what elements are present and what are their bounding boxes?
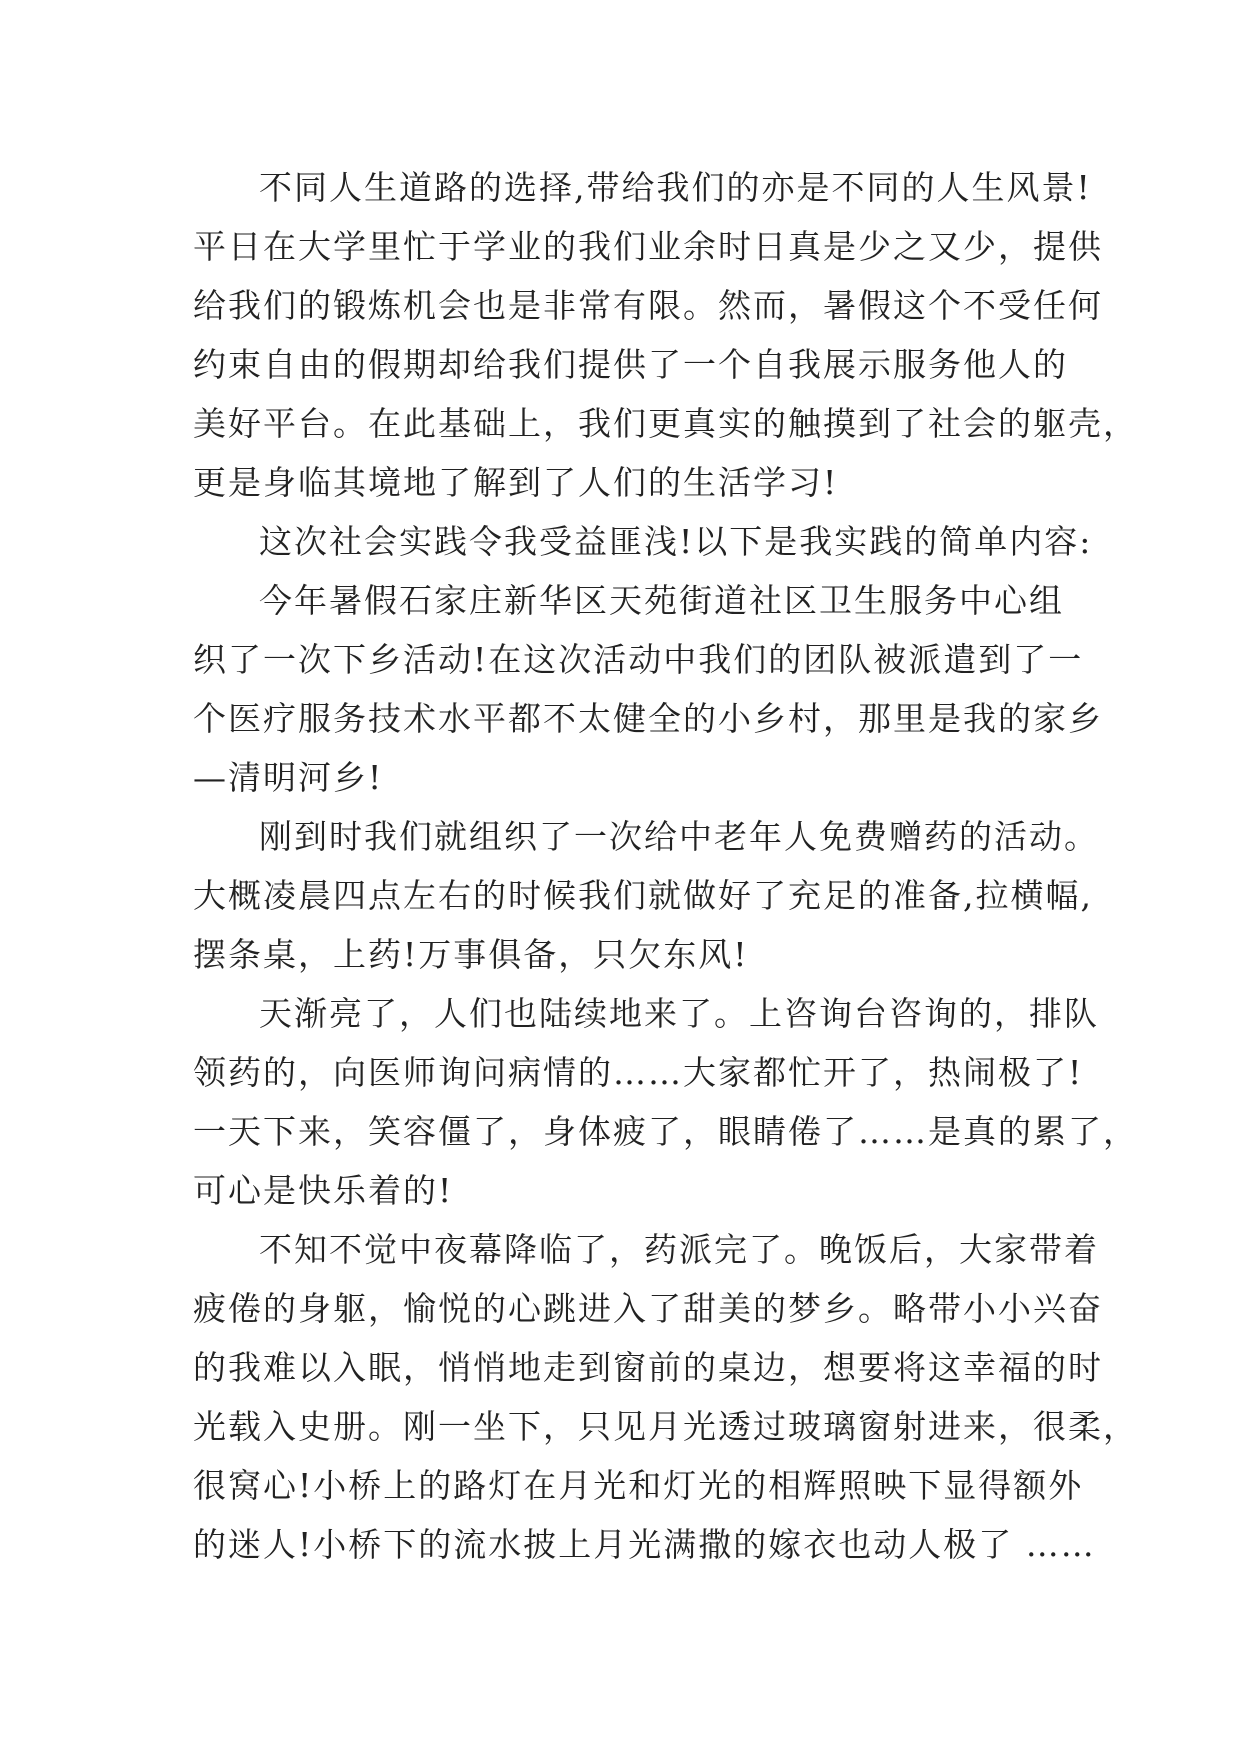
text-line: —清明河乡! [193,758,384,797]
text-line: 疲倦的身躯，愉悦的心跳进入了甜美的梦乡。略带小小兴奋 [193,1289,1103,1328]
text-line: 个医疗服务技术水平都不太健全的小乡村，那里是我的家乡 [193,699,1103,738]
text-line: 刚到时我们就组织了一次给中老年人免费赠药的活动。 [259,817,1099,856]
text-line: 领药的，向医师询问病情的……大家都忙开了，热闹极了! [193,1053,1084,1092]
text-line: 的我难以入眠，悄悄地走到窗前的桌边，想要将这幸福的时 [193,1348,1103,1387]
document-body [193,158,1138,1574]
text-line: 的迷人!小桥下的流水披上月光满撒的嫁衣也动人极了 …… [193,1525,1096,1564]
text-line: 摆条桌，上药!万事俱备，只欠东风! [193,935,749,974]
text-line: 不同人生道路的选择,带给我们的亦是不同的人生风景! [259,168,1092,207]
text-line: 织了一次下乡活动!在这次活动中我们的团队被派遣到了一 [193,640,1084,679]
text-line: 天渐亮了，人们也陆续地来了。上咨询台咨询的，排队 [259,994,1099,1033]
text-line: 更是身临其境地了解到了人们的生活学习! [193,463,839,502]
text-line: 很窝心!小桥上的路灯在月光和灯光的相辉照映下显得额外 [193,1466,1084,1505]
text-line: 平日在大学里忙于学业的我们业余时日真是少之又少，提供 [193,227,1103,266]
text-line: 不知不觉中夜幕降临了，药派完了。晚饭后，大家带着 [259,1230,1099,1269]
text-line: 给我们的锻炼机会也是非常有限。然而，暑假这个不受任何 [193,286,1103,325]
text-line: 一天下来，笑容僵了，身体疲了，眼睛倦了……是真的累了， [193,1112,1138,1151]
text-line: 大概凌晨四点左右的时候我们就做好了充足的准备,拉横幅, [193,876,1093,915]
text-line: 光载入史册。刚一坐下，只见月光透过玻璃窗射进来，很柔， [193,1407,1138,1446]
text-line: 约束自由的假期却给我们提供了一个自我展示服务他人的 [193,345,1068,384]
text-line: 美好平台。在此基础上，我们更真实的触摸到了社会的躯壳， [193,404,1138,443]
text-line: 今年暑假石家庄新华区天苑街道社区卫生服务中心组 [259,581,1064,620]
text-line: 可心是快乐着的! [193,1171,454,1210]
text-line: 这次社会实践令我受益匪浅!以下是我实践的简单内容: [259,522,1093,561]
